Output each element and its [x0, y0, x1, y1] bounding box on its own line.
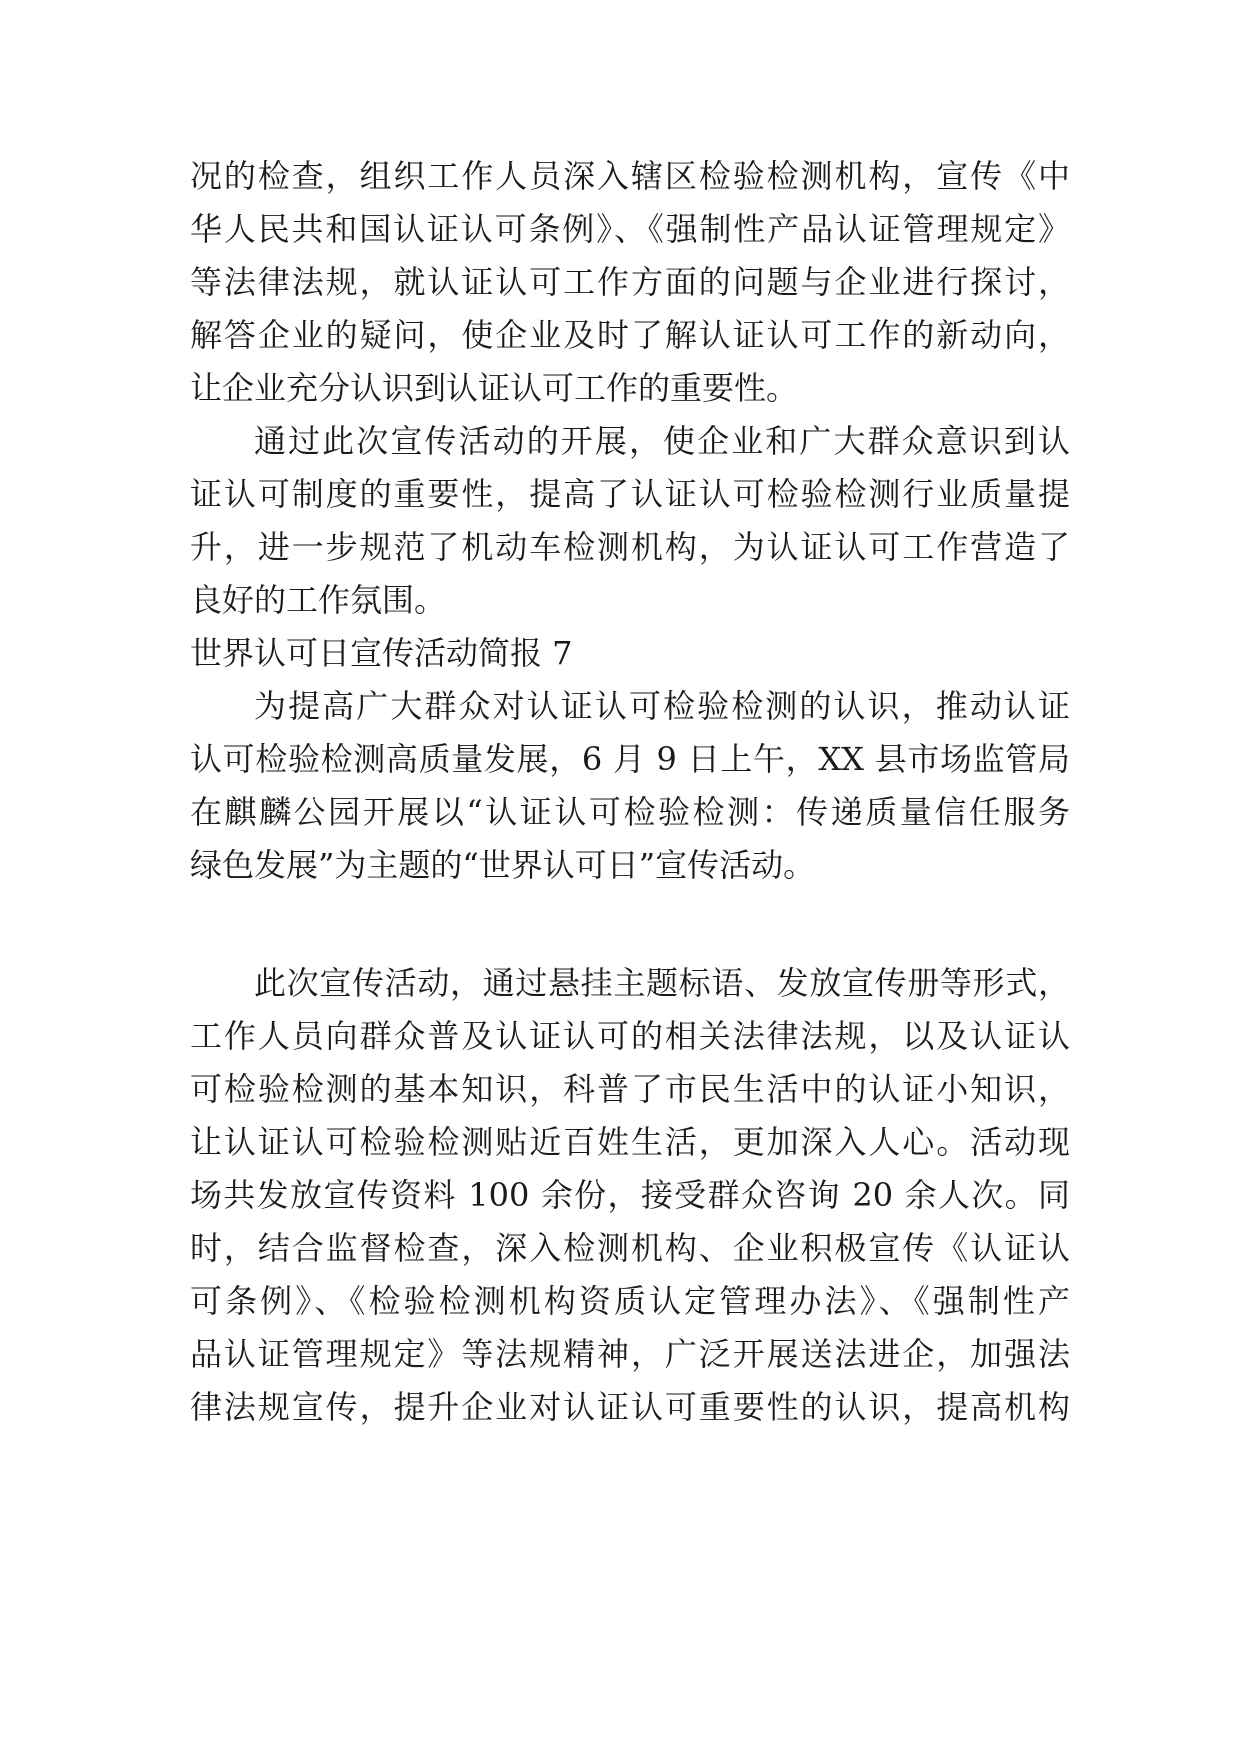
section-heading: 世界认可日宣传活动简报 7	[190, 634, 573, 672]
paragraph-outcome	[190, 415, 1070, 627]
text-line: 绿色发展”为主题的“世界认可日”宣传活动。	[190, 846, 816, 884]
text-line: 解答企业的疑问，使企业及时了解认证认可工作的新动向，	[190, 316, 1070, 354]
text-line: 升，进一步规范了机动车检测机构，为认证认可工作营造了	[190, 528, 1070, 566]
text-line: 时，结合监督检查，深入检测机构、企业积极宣传《认证认	[190, 1229, 1070, 1267]
text-line: 良好的工作氛围。	[190, 581, 447, 619]
text-line: 通过此次宣传活动的开展，使企业和广大群众意识到认	[254, 422, 1070, 460]
text-line: 此次宣传活动，通过悬挂主题标语、发放宣传册等形式，	[254, 964, 1070, 1002]
text-line: 为提高广大群众对认证认可检验检测的认识，推动认证	[254, 687, 1070, 725]
paragraph-spacer	[190, 892, 1070, 957]
text-line: 华人民共和国认证认可条例》、《强制性产品认证管理规定》	[190, 210, 1070, 248]
text-line: 认可检验检测高质量发展，6 月 9 日上午，XX 县市场监管局	[190, 740, 1070, 778]
text-line: 等法律法规，就认证认可工作方面的问题与企业进行探讨，	[190, 263, 1070, 301]
text-line: 让企业充分认识到认证认可工作的重要性。	[190, 369, 799, 407]
text-line: 品认证管理规定》等法规精神，广泛开展送法进企，加强法	[190, 1335, 1070, 1373]
text-line: 在麒麟公园开展以“认证认可检验检测：传递质量信任服务	[190, 793, 1070, 831]
text-line: 让认证认可检验检测贴近百姓生活，更加深入人心。活动现	[190, 1123, 1070, 1161]
paragraph-event-intro	[190, 680, 1070, 892]
paragraph-event-details	[190, 957, 1070, 1434]
text-line: 场共发放宣传资料 100 余份，接受群众咨询 20 余人次。同	[190, 1176, 1070, 1214]
text-line: 可检验检测的基本知识，科普了市民生活中的认证小知识，	[190, 1070, 1070, 1108]
text-line: 律法规宣传，提升企业对认证认可重要性的认识，提高机构	[190, 1388, 1070, 1426]
text-line: 可条例》、《检验检测机构资质认定管理办法》、《强制性产	[190, 1282, 1070, 1320]
paragraph-inspection-continuation	[190, 150, 1070, 415]
text-line: 证认可制度的重要性，提高了认证认可检验检测行业质量提	[190, 475, 1070, 513]
document-body	[190, 150, 1070, 1434]
text-line: 况的检查，组织工作人员深入辖区检验检测机构，宣传《中	[190, 157, 1070, 195]
text-line: 工作人员向群众普及认证认可的相关法律法规，以及认证认	[190, 1017, 1070, 1055]
